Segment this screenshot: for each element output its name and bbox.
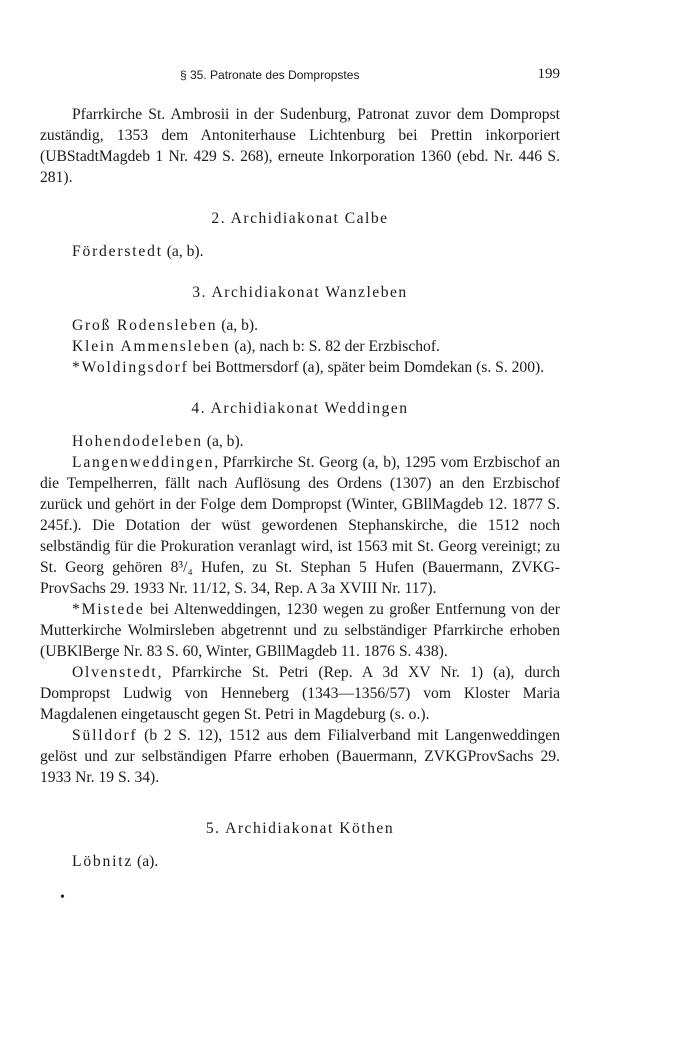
- entry-text: (b 2 S. 12), 1512 aus dem Filialverband mit Langenweddingen gelöst und zur selbständigen Pfarre erhoben (Bauermann, ZVKGProvSachs 29. 1933 Nr. 19 S. 34).: [40, 727, 560, 786]
- stray-mark: •: [60, 890, 65, 905]
- entry: [40, 336, 560, 357]
- entry-text: (a), nach b: S. 82 der Erzbischof.: [230, 338, 440, 355]
- section-heading: 2. Archidiakonat Calbe: [211, 210, 389, 227]
- section-heading: 5. Archidiakonat Köthen: [205, 820, 395, 837]
- entry: [40, 662, 560, 725]
- book-page: [40, 68, 560, 872]
- entry: [40, 357, 560, 378]
- entry: [40, 599, 560, 662]
- entry-text: (a, b).: [217, 317, 258, 334]
- entry: [40, 452, 560, 599]
- entry-text: bei Bottmersdorf (a), später beim Domdekan (s. S. 200).: [188, 359, 545, 376]
- running-title: § 35. Patronate des Dompropstes: [180, 68, 360, 82]
- main-text: [40, 104, 560, 872]
- entry-text: , Pfarrkirche St. Georg (a, b), 1295 vom Erzbischof an die Tempelherren, fällt nach Auflösung des Ordens (1307) an den Erzbischof zurück und gehört in der Folge dem Dompropst (Winter, GBllMagdeb 12. 1877 S. 245f.). Die Dotation der wüst gewordenen Stephanskirche, die 1512 noch selbständig für die Prokuration veranlagt wird, ist 1563 mit St. Georg vereinigt; zu St. Georg gehören 8³/₄ Hufen, zu St. Stephan 5 Hufen (Bauermann, ZVKG-ProvSachs 29. 1933 Nr. 11/12, S. 34, Rep. A 3a XVIII Nr. 117).: [40, 454, 560, 597]
- page-number: 199: [537, 66, 560, 82]
- entry-text: , Pfarrkirche St. Petri (Rep. A 3d XV Nr. 1) (a), durch Dompropst Ludwig von Henneberg (1343—1356/57) vom Kloster Maria Magdalenen eingetauscht gegen St. Petri in Magdeburg (s. o.).: [40, 664, 560, 723]
- entry: [40, 241, 560, 262]
- entry-text: bei Altenweddingen, 1230 wegen zu großer Entfernung von der Mutterkirche Wolmirsleben abgetrennt und zu selbständiger Pfarrkirche erhoben (UBKlBerge Nr. 83 S. 60, Winter, GBllMagdeb 11. 1876 S. 438).: [40, 601, 560, 660]
- place-name: *Woldingsdorf: [72, 359, 189, 376]
- place-name: *Mistede: [72, 601, 145, 618]
- place-name: Groß Rodensleben: [72, 317, 218, 334]
- entry: [40, 725, 560, 788]
- entry-text: (a).: [133, 853, 159, 870]
- place-name: Sülldorf: [72, 727, 138, 744]
- entry-text: (a, b).: [162, 243, 204, 260]
- entry-text: (a, b).: [202, 433, 244, 450]
- place-name: Langenweddingen: [72, 454, 215, 471]
- place-name: Klein Ammensleben: [72, 338, 231, 355]
- section-heading: 3. Archidiakonat Wanzleben: [192, 284, 408, 301]
- running-header: [40, 68, 560, 90]
- entry: [40, 851, 560, 872]
- entry: [40, 315, 560, 336]
- place-name: Olvenstedt: [72, 664, 158, 681]
- entry: [40, 431, 560, 452]
- place-name: Förderstedt: [72, 243, 163, 260]
- intro-paragraph: Pfarrkirche St. Ambrosii in der Sudenburg, Patronat zuvor dem Dompropst zuständig, 1353 dem Antoniterhause Lichtenburg bei Prettin inkorporiert (UBStadtMagdeb 1 Nr. 429 S. 268), erneute Inkorporation 1360 (ebd. Nr. 446 S. 281).: [40, 106, 560, 186]
- place-name: Hohendodeleben: [72, 433, 203, 450]
- place-name: Löbnitz: [72, 853, 134, 870]
- section-heading: 4. Archidiakonat Weddingen: [191, 400, 409, 417]
